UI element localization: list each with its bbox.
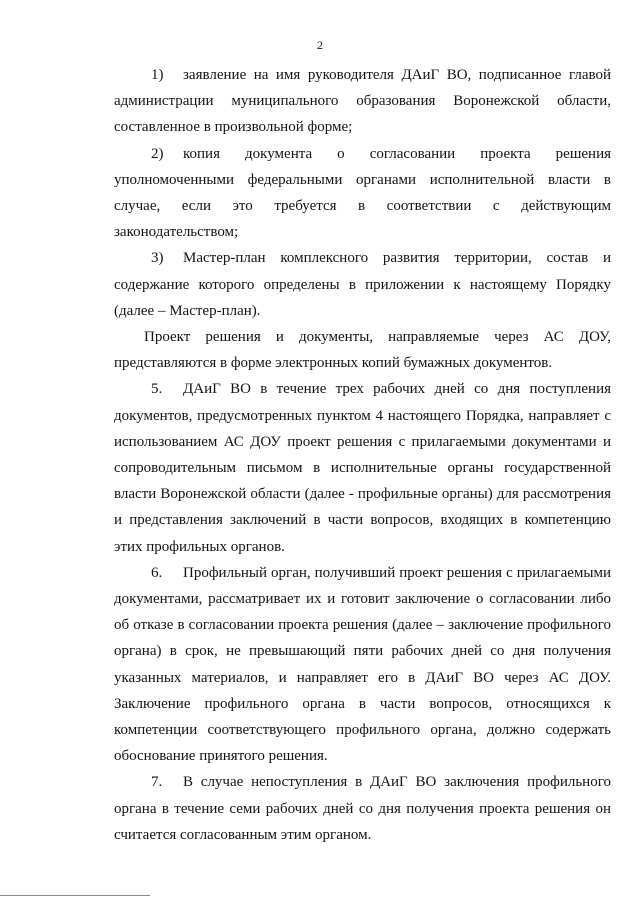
item-text: В случае непоступления в ДАиГ ВО заключения профильного органа в течение семи рабочих дней со дня получения проекта решения он считается согласованным этим органом. xyxy=(114,774,611,843)
item-number: 1) xyxy=(151,67,164,83)
list-item-1 xyxy=(114,62,611,141)
document-body xyxy=(114,62,611,848)
footer-divider xyxy=(0,895,150,896)
list-item-5 xyxy=(114,376,611,559)
item-text: заявление на имя руководителя ДАиГ ВО, подписанное главой администрации муниципального образования Воронежской области, составленное в произвольной форме; xyxy=(114,67,611,136)
list-item-3 xyxy=(114,245,611,324)
page-number: 2 xyxy=(317,38,323,52)
paragraph-electronic-copies xyxy=(114,324,611,376)
item-text: Проект решения и документы, направляемые через АС ДОУ, представляются в форме электронных копий бумажных документов. xyxy=(114,329,611,372)
list-item-2 xyxy=(114,141,611,246)
item-number: 7. xyxy=(151,774,163,791)
list-item-6 xyxy=(114,560,611,770)
list-item-7 xyxy=(114,769,611,848)
item-number: 3) xyxy=(151,250,164,267)
item-text: Профильный орган, получивший проект решения с прилагаемыми документами, рассматривает их и готовит заключение о согласовании либо об отказе в согласовании проекта решения (далее – заключение профильного органа) в срок, не превышающий пяти рабочих дней со дня получения указанных материалов, и направляет его в ДАиГ ВО через АС ДОУ. Заключение профильного органа в части вопросов, относящихся к компетенции соответствующего профильного органа, должно содержать обоснование принятого решения. xyxy=(114,564,611,765)
item-number: 6. xyxy=(151,564,163,581)
item-text: Мастер-план комплексного развития территории, состав и содержание которого определены в приложении к настоящему Порядку (далее – Мастер-план). xyxy=(114,250,611,319)
item-number: 2) xyxy=(151,145,164,162)
item-text: ДАиГ ВО в течение трех рабочих дней со дня поступления документов, предусмотренных пунктом 4 настоящего Порядка, направляет с использованием АС ДОУ проект решения с прилагаемыми документами и сопроводительным письмом в исполнительные органы государственной власти Воронежской области (далее - профильные органы) для рассмотрения и представления заключений в части вопросов, входящих в компетенцию этих профильных органов. xyxy=(114,381,611,555)
item-number: 5. xyxy=(151,381,163,398)
item-text: копия документа о согласовании проекта решения уполномоченными федеральными органами исполнительной власти в случае, если это требуется в соответствии с действующим законодательством; xyxy=(114,145,611,241)
